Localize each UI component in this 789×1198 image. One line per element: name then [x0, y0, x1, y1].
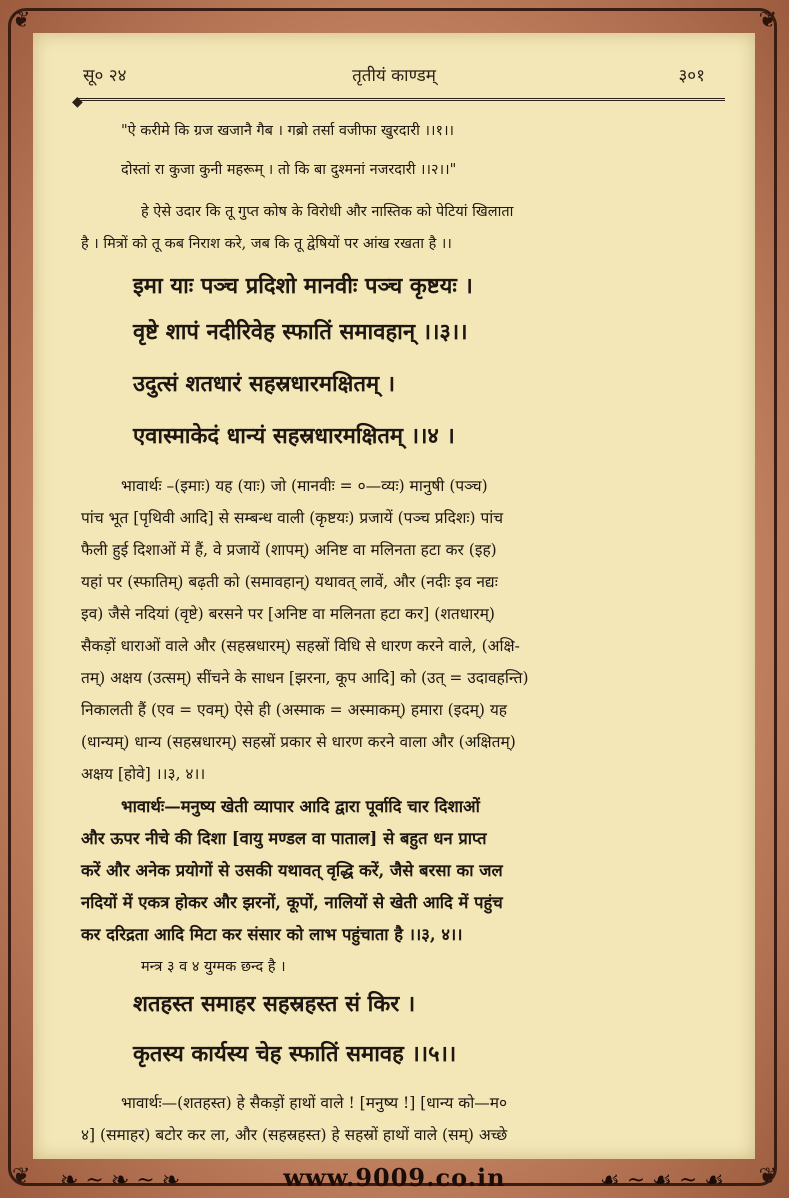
kanda-title: तृतीयं काण्डम्	[352, 66, 436, 86]
bhavarth-line: पांच भूत [पृथिवी आदि] से सम्बन्ध वाली (कृष्टयः) प्रजायें (पञ्च प्रदिशः) पांच	[81, 509, 504, 527]
bhavarth-line: यहां पर (स्फातिम्) बढ़ती को (समावहान्) यथावत् लावें, और (नदीः इव नद्यः	[81, 573, 498, 591]
bhavarth-line: अक्षय [होवे] ।।३, ४।।	[81, 765, 206, 783]
corner-ornament-icon: ❦	[12, 8, 31, 33]
mantra-line: शतहस्त समाहर सहस्रहस्त सं किर ।	[133, 991, 416, 1017]
bhavarth-line: तम्) अक्षय (उत्सम्) सींचने के साधन [झरना, कूप आदि] को (उत् = उदावहन्ति)	[81, 669, 529, 687]
bhavarth-line: ४] (समाहर) बटोर कर ला, और (सहस्रहस्त) हे सहस्रों हाथों वाले (सम्) अच्छे	[81, 1126, 508, 1144]
page-number: ३०१	[678, 66, 705, 86]
bhavarth-line: इव) जैसे नदियां (वृष्टे) बरसने पर [अनिष्ट वा मलिनता हटा कर] (शतधारम्)	[81, 605, 495, 623]
corner-ornament-icon: ❦	[12, 1164, 31, 1189]
bhavarth-line: भावार्थः—(शतहस्त) हे सैकड़ों हाथों वाले ! [मनुष्य !] [धान्य को—म०	[121, 1094, 508, 1112]
bhavarth-line: (धान्यम्) धान्य (सहस्रधारम्) सहस्रों प्रकार से धारण करने वाला और (अक्षितम्)	[81, 733, 516, 751]
header-rule	[72, 94, 725, 110]
swirl-ornament-icon: ❧ ~ ❧ ~ ❧	[60, 1168, 181, 1193]
mantra-line: इमा याः पञ्च प्रदिशो मानवीः पञ्च कृष्टयः ।	[133, 273, 473, 299]
sukta-number: सू० २४	[83, 66, 127, 86]
bhavarth-line: फैली हुई दिशाओं में हैं, वे प्रजायें (शापम्) अनिष्ट वा मलिनता हटा कर (इह)	[81, 541, 497, 559]
mantra-line: वृष्टे शापं नदीरिवेह स्फातिं समावहान् ।।३।।	[133, 319, 468, 345]
translation-line: है । मित्रों को तू कब निराश करे, जब कि तू द्वेषियों पर आंख रखता है ।।	[81, 236, 452, 252]
bhavarth-line: करें और अनेक प्रयोगों से उसकी यथावत् वृद्धि करें, जैसे बरसा का जल	[81, 861, 503, 880]
quote-line: दोस्तां रा कुजा कुनी महरूम् । तो कि बा दुश्मनां नजरदारी ।।२।।"	[121, 162, 457, 178]
bhavarth-line: भावार्थः –(इमाः) यह (याः) जो (मानवीः = ०—व्यः) मानुषी (पञ्च)	[121, 477, 488, 495]
bhavarth-line: भावार्थः—मनुष्य खेती व्यापार आदि द्वारा पूर्वादि चार दिशाओं	[121, 797, 480, 816]
website-url: www.9009.co.in	[283, 1163, 506, 1192]
translation-line: हे ऐसे उदार कि तू गुप्त कोष के विरोधी और नास्तिक को पेटियां खिलाता	[141, 204, 514, 220]
bhavarth-line: नदियों में एकत्र होकर और झरनों, कूपों, नालियों से खेती आदि में पहुंच	[81, 893, 503, 912]
swirl-ornament-icon: ☙ ~ ☙ ~ ☙	[600, 1168, 725, 1193]
book-page	[33, 33, 755, 1159]
mantra-line: कृतस्य कार्यस्य चेह स्फातिं समावह ।।५।।	[133, 1041, 457, 1067]
chhanda-note: मन्त्र ३ व ४ युग्मक छन्द है ।	[141, 959, 286, 975]
mantra-line: उदुत्सं शतधारं सहस्रधारमक्षितम् ।	[133, 371, 396, 397]
corner-ornament-icon: ❦	[758, 1164, 777, 1189]
corner-ornament-icon: ❦	[758, 8, 777, 33]
mantra-line: एवास्माकेदं धान्यं सहस्रधारमक्षितम् ।।४ ।	[133, 423, 455, 449]
rule-end-icon: ◆	[72, 94, 83, 110]
bhavarth-line: और ऊपर नीचे की दिशा [वायु मण्डल वा पाताल] से बहुत धन प्राप्त	[81, 829, 487, 848]
bhavarth-line: सैकड़ों धाराओं वाले और (सहस्रधारम्) सहस्रों विधि से धारण करने वाले, (अक्षि-	[81, 637, 520, 655]
bhavarth-line: निकालती हैं (एव = एवम्) ऐसे ही (अस्माक = अस्माकम्) हमारा (इदम्) यह	[81, 701, 508, 719]
bhavarth-line: कर दरिद्रता आदि मिटा कर संसार को लाभ पहुंचाता है ।।३, ४।।	[81, 925, 463, 944]
quote-line: "ऐ करीमे कि ग्रज खजानै गैब । गब्रो तर्सा वजीफा खुरदारी ।।१।।	[121, 123, 455, 139]
page-header	[83, 63, 705, 93]
